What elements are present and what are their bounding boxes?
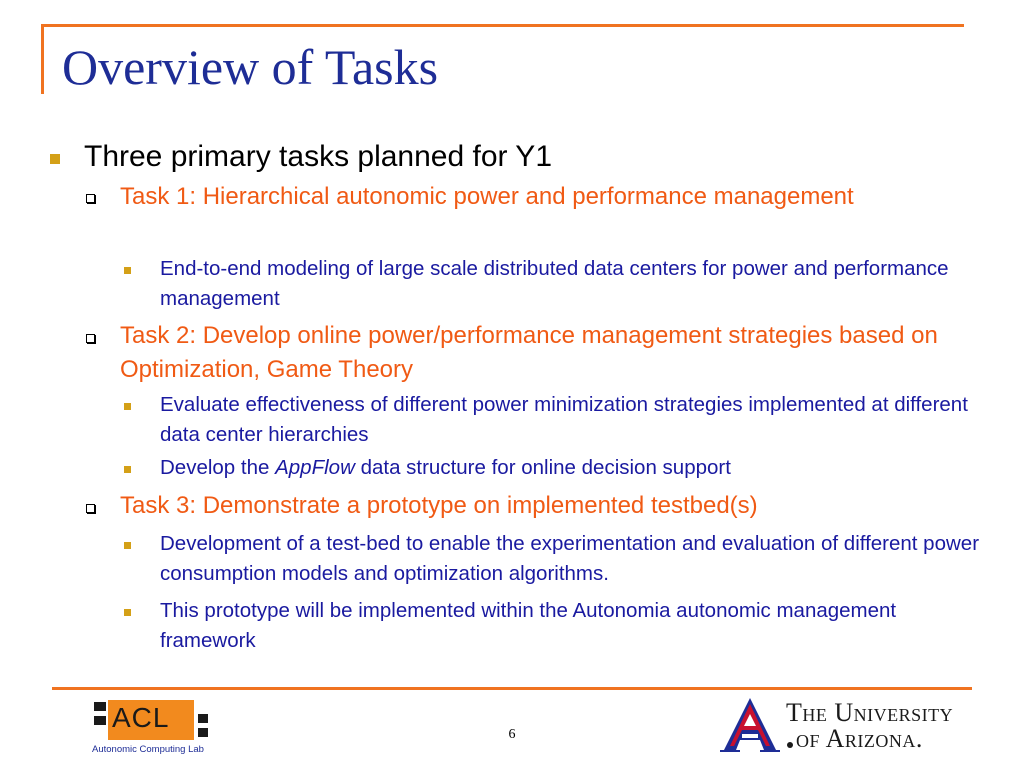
task-3-label: Task 3: Demonstrate a prototype on implemented testbed(s) xyxy=(120,492,758,519)
square-bullet-icon xyxy=(50,154,60,164)
university-of-arizona-logo xyxy=(716,696,986,756)
logo-block xyxy=(94,702,106,711)
task-2-label: Task 2: Develop online power/performance management strategies based on Optimization, Game Theory xyxy=(120,322,938,383)
ua-logo-line1: The University xyxy=(786,698,954,727)
acl-logo-text: ACL xyxy=(112,702,170,733)
logo-block xyxy=(198,714,208,723)
square-bullet-icon xyxy=(124,403,131,410)
page-number: 6 xyxy=(508,727,516,742)
acl-caption: Autonomic Computing Lab xyxy=(92,744,204,755)
square-bullet-icon xyxy=(124,466,131,473)
checkbox-bullet-icon xyxy=(86,194,95,203)
logo-block xyxy=(94,716,106,725)
ua-logo-line2: of Arizona. xyxy=(796,724,923,753)
task-1-label: Task 1: Hierarchical autonomic power and performance management xyxy=(120,183,854,210)
subitem-prefix: Develop the xyxy=(160,456,276,479)
arizona-a-icon xyxy=(720,696,780,752)
checkbox-bullet-icon xyxy=(86,334,95,343)
task-2-subitem-2 xyxy=(160,453,990,483)
square-bullet-icon xyxy=(124,267,131,274)
appflow-term: AppFlow xyxy=(275,456,355,479)
task-3-subitem-2: This prototype will be implemented within the Autonomia autonomic management framework xyxy=(160,599,897,652)
frame-top-line xyxy=(41,24,964,27)
slide-title: Overview of Tasks xyxy=(62,39,439,95)
main-bullet-text: Three primary tasks planned for Y1 xyxy=(84,140,553,173)
square-bullet-icon xyxy=(124,609,131,616)
logo-block xyxy=(198,728,208,737)
task-3-subitem-1: Development of a test-bed to enable the experimentation and evaluation of different power consumption models and optimization algorithms. xyxy=(160,532,980,585)
task-2-subitem-1: Evaluate effectiveness of different power minimization strategies implemented at different data center hierarchies xyxy=(160,393,968,446)
subitem-suffix: data structure for online decision support xyxy=(354,456,731,479)
acl-logo xyxy=(90,700,230,760)
frame-left-line xyxy=(41,24,44,94)
task-1-subitem-1: End-to-end modeling of large scale distributed data centers for power and performance management xyxy=(160,257,949,310)
square-bullet-icon xyxy=(124,542,131,549)
footer-line xyxy=(52,687,972,690)
ua-logo-dot xyxy=(787,742,793,748)
checkbox-bullet-icon xyxy=(86,504,95,513)
